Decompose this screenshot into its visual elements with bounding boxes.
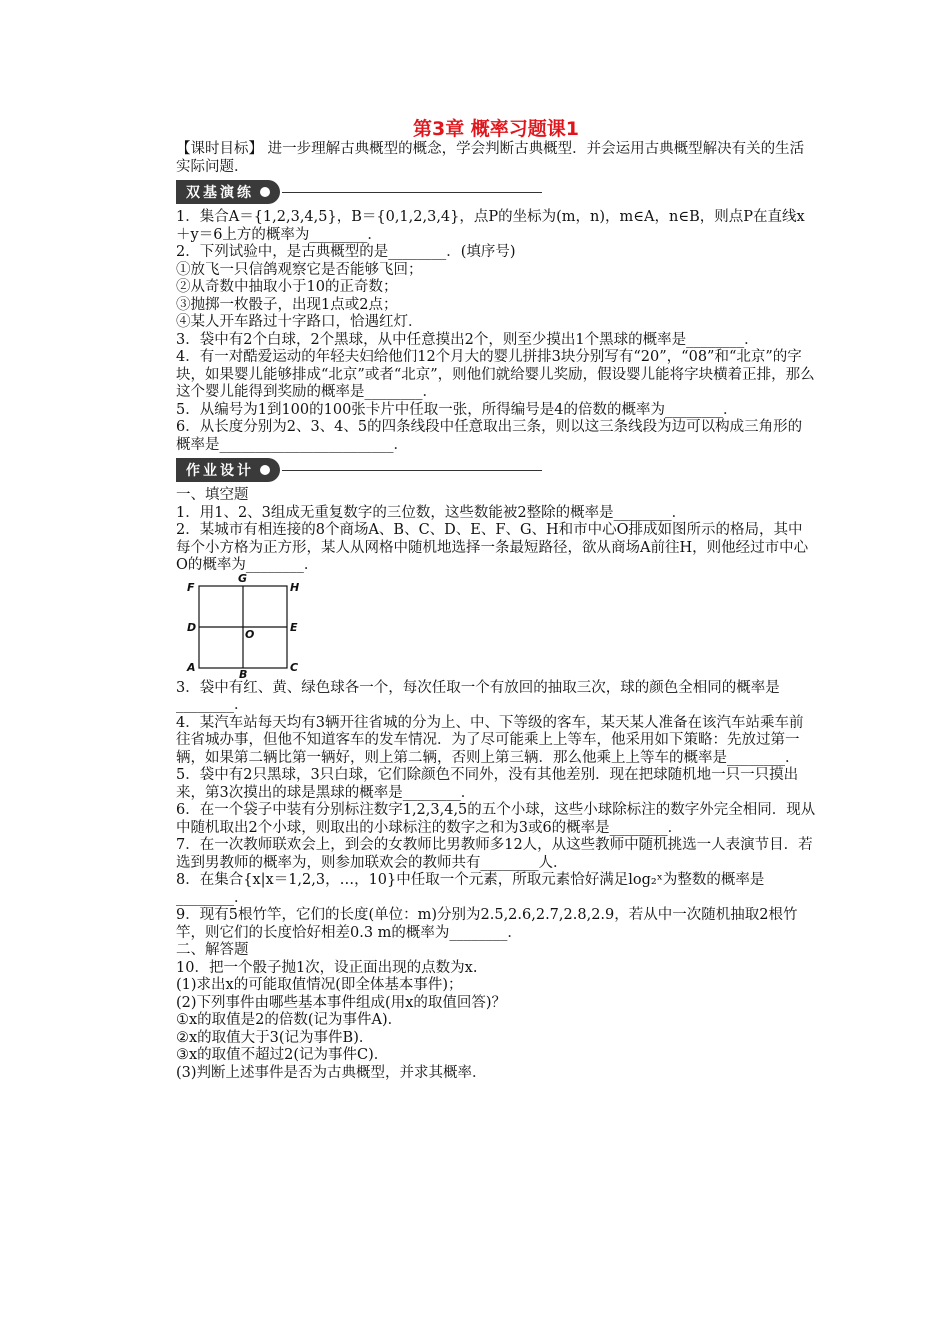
exercise-item: ①放飞一只信鸽观察它是否能够飞回； bbox=[176, 261, 423, 278]
exercise-item: 10．把一个骰子抛1次，设正面出现的点数为x. bbox=[176, 959, 478, 976]
basic-exercise-list bbox=[176, 209, 816, 454]
exercise-item: (2)下列事件由哪些基本事件组成(用x的取值回答)？ bbox=[176, 994, 507, 1011]
exercise-item: 1．用1、2、3组成无重复数字的三位数，这些数能被2整除的概率是________． bbox=[176, 504, 687, 521]
grid-label: H bbox=[290, 580, 300, 594]
grid-label: B bbox=[239, 667, 248, 681]
grid-label: F bbox=[187, 580, 195, 594]
grid-label: D bbox=[187, 620, 197, 634]
city-grid-figure bbox=[182, 571, 312, 681]
exercise-item: 1．集合A＝{1,2,3,4,5}，B＝{0,1,2,3,4}，点P的坐标为(m，n)，m∈A，n∈B，则点P在直线x＋y＝6上方的概率为________． bbox=[176, 209, 805, 243]
exercise-item: ③抛掷一枚骰子，出现1点或2点； bbox=[176, 296, 398, 313]
exercise-item: ④某人开车路过十字路口，恰遇红灯． bbox=[176, 314, 423, 330]
exercise-item: ②x的取值大于3(记为事件B)． bbox=[176, 1029, 374, 1046]
part-heading: 一、填空题 bbox=[176, 487, 249, 503]
exercise-item: 2．下列试验中，是古典概型的是________．(填序号) bbox=[176, 244, 516, 260]
exercise-item: ②从奇数中抽取小于10的正奇数； bbox=[176, 279, 398, 295]
section-header-basic bbox=[176, 180, 816, 204]
bullet-dot-icon bbox=[260, 187, 270, 197]
exercise-item: 7．在一次教师联欢会上，到会的女教师比男教师多12人，从这些教师中随机挑选一人表演节目．若选到男教师的概率为，则参加联欢会的教师共有________人． bbox=[176, 837, 813, 871]
exercise-item: 9．现有5根竹竿，它们的长度(单位：m)分别为2.5,2.6,2.7,2.8,2.9，若从中一次随机抽取2根竹竿，则它们的长度恰好相差0.3 m的概率为________． bbox=[176, 907, 798, 941]
section-divider bbox=[282, 470, 542, 471]
page-title: 第3章 概率习题课1 bbox=[412, 118, 580, 140]
exercise-item: 3．袋中有2个白球，2个黑球，从中任意摸出2个，则至少摸出1个黑球的概率是________． bbox=[176, 331, 759, 348]
exercise-item: (3)判断上述事件是否为古典概型，并求其概率． bbox=[176, 1064, 487, 1081]
exercise-item: 5．袋中有2只黑球，3只白球，它们除颜色不同外，没有其他差别．现在把球随机地一只一只摸出来，第3次摸出的球是黑球的概率是________． bbox=[176, 767, 799, 801]
section-header-homework bbox=[176, 458, 816, 482]
grid-label: A bbox=[187, 660, 196, 674]
grid-label: C bbox=[290, 660, 299, 674]
grid-label: G bbox=[238, 571, 248, 585]
exercise-item: ①x的取值是2的倍数(记为事件A)． bbox=[176, 1012, 403, 1028]
grid-label: E bbox=[290, 620, 298, 634]
exercise-item: 5．从编号为1到100的100张卡片中任取一张，所得编号是4的倍数的概率为________． bbox=[176, 401, 738, 418]
exercise-item: 8．在集合{x|x＝1,2,3，…，10}中任取一个元素，所取元素恰好满足log₂ˣ为整数的概率是________． bbox=[176, 872, 765, 906]
section-divider bbox=[282, 192, 542, 193]
section-badge bbox=[176, 180, 280, 204]
exercise-item: 6．从长度分别为2、3、4、5的四条线段中任意取出三条，则以这三条线段为边可以构成三角形的概率是________________________． bbox=[176, 419, 803, 453]
part-heading: 二、解答题 bbox=[176, 942, 249, 958]
section-badge bbox=[176, 458, 280, 482]
exercise-item: (1)求出x的可能取值情况(即全体基本事件)； bbox=[176, 977, 463, 993]
exercise-item: 3．袋中有红、黄、绿色球各一个，每次任取一个有放回的抽取三次，球的颜色全相同的概率是________． bbox=[176, 679, 780, 713]
section-title: 双基演练 bbox=[186, 185, 254, 201]
lesson-objective: 【课时目标】 进一步理解古典概型的概念，学会判断古典概型．并会运用古典概型解决有关的生活实际问题． bbox=[176, 141, 805, 175]
exercise-item: 6．在一个袋子中装有分别标注数字1,2,3,4,5的五个小球，这些小球除标注的数字外完全相同．现从中随机取出2个小球，则取出的小球标注的数字之和为3或6的概率是________． bbox=[176, 802, 816, 836]
bullet-dot-icon bbox=[260, 465, 270, 475]
worksheet-page bbox=[176, 118, 816, 1082]
exercise-item: ③x的取值不超过2(记为事件C)． bbox=[176, 1047, 389, 1063]
exercise-item: 2．某城市有相连接的8个商场A、B、C、D、E、F、G、H和市中心O排成如图所示的格局，其中每个小方格为正方形，某人从网格中随机地选择一条最短路径，欲从商场A前往H，则他经过市中心O的概率为________． bbox=[176, 522, 809, 573]
exercise-item: 4．有一对酷爱运动的年轻夫妇给他们12个月大的婴儿拼排3块分别写有“20”，“08”和“北京”的字块，如果婴儿能够排成“北京”或者“北京”，则他们就给婴儿奖励，假设婴儿能将字块横着正排，那么这个婴儿能得到奖励的概率是________． bbox=[176, 349, 815, 400]
section-title: 作业设计 bbox=[186, 463, 254, 479]
grid-label: O bbox=[245, 627, 255, 641]
exercise-item: 4．某汽车站每天均有3辆开往省城的分为上、中、下等级的客车，某天某人准备在该汽车站乘车前往省城办事，但他不知道客车的发车情况．为了尽可能乘上上等车，他采用如下策略：先放过第一辆，如果第二辆比第一辆好，则上第二辆，否则上第三辆．那么他乘上上等车的概率是________． bbox=[176, 714, 804, 766]
